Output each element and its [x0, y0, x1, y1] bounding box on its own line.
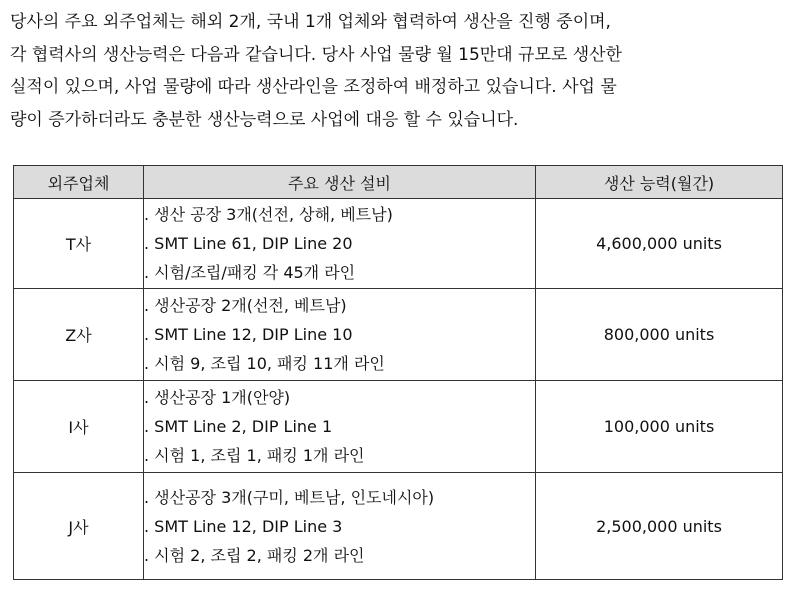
header-company: 외주업체 — [14, 166, 144, 199]
capacity-cell: 100,000 units — [536, 381, 783, 473]
table-row — [14, 289, 783, 381]
capacity-cell: 4,600,000 units — [536, 199, 783, 289]
equipment-line: . 시험/조립/패킹 각 45개 라인 — [144, 263, 356, 282]
equipment-line: . 생산 공장 3개(선전, 상해, 베트남) — [144, 205, 393, 224]
intro-line: 량이 증가하더라도 충분한 생산능력으로 사업에 대응 할 수 있습니다. — [10, 109, 519, 130]
table-row — [14, 473, 783, 580]
header-row — [14, 166, 783, 199]
table-body — [14, 199, 783, 580]
capacity-cell: 800,000 units — [536, 289, 783, 381]
company-cell: Z사 — [14, 289, 144, 381]
intro-paragraph — [10, 6, 790, 136]
equipment-cell — [144, 473, 536, 580]
equipment-line: . 생산공장 2개(선전, 베트남) — [144, 296, 347, 315]
table-header — [14, 166, 783, 199]
supplier-capacity-table — [13, 165, 783, 580]
equipment-line: . 생산공장 1개(안양) — [144, 388, 291, 407]
intro-line: 실적이 있으며, 사업 물량에 따라 생산라인을 조정하여 배정하고 있습니다. 사업 물 — [10, 77, 617, 97]
equipment-cell — [144, 199, 536, 289]
equipment-line: . 시험 2, 조립 2, 패킹 2개 라인 — [144, 545, 365, 565]
equipment-cell — [144, 381, 536, 473]
company-cell: I사 — [14, 381, 144, 473]
company-cell: J사 — [14, 473, 144, 580]
table-row — [14, 381, 783, 473]
equipment-line: . 시험 1, 조립 1, 패킹 1개 라인 — [144, 446, 365, 465]
equipment-line: . 생산공장 3개(구미, 베트남, 인도네시아) — [144, 487, 435, 507]
intro-line: 당사의 주요 외주업체는 해외 2개, 국내 1개 업체와 협력하여 생산을 진행 중이며, — [10, 12, 611, 32]
intro-line: 각 협력사의 생산능력은 다음과 같습니다. 당사 사업 물량 월 15만대 규모로 생산한 — [10, 44, 622, 65]
equipment-line: . 시험 9, 조립 10, 패킹 11개 라인 — [144, 354, 385, 373]
header-capacity: 생산 능력(월간) — [536, 166, 783, 199]
table-row — [14, 199, 783, 289]
equipment-cell — [144, 289, 536, 381]
company-cell: T사 — [14, 199, 144, 289]
capacity-cell: 2,500,000 units — [536, 473, 783, 580]
equipment-line: . SMT Line 12, DIP Line 3 — [144, 516, 343, 536]
equipment-line: . SMT Line 12, DIP Line 10 — [144, 325, 353, 344]
equipment-line: . SMT Line 61, DIP Line 20 — [144, 234, 353, 253]
equipment-line: . SMT Line 2, DIP Line 1 — [144, 417, 333, 436]
header-equipment: 주요 생산 설비 — [144, 166, 536, 199]
